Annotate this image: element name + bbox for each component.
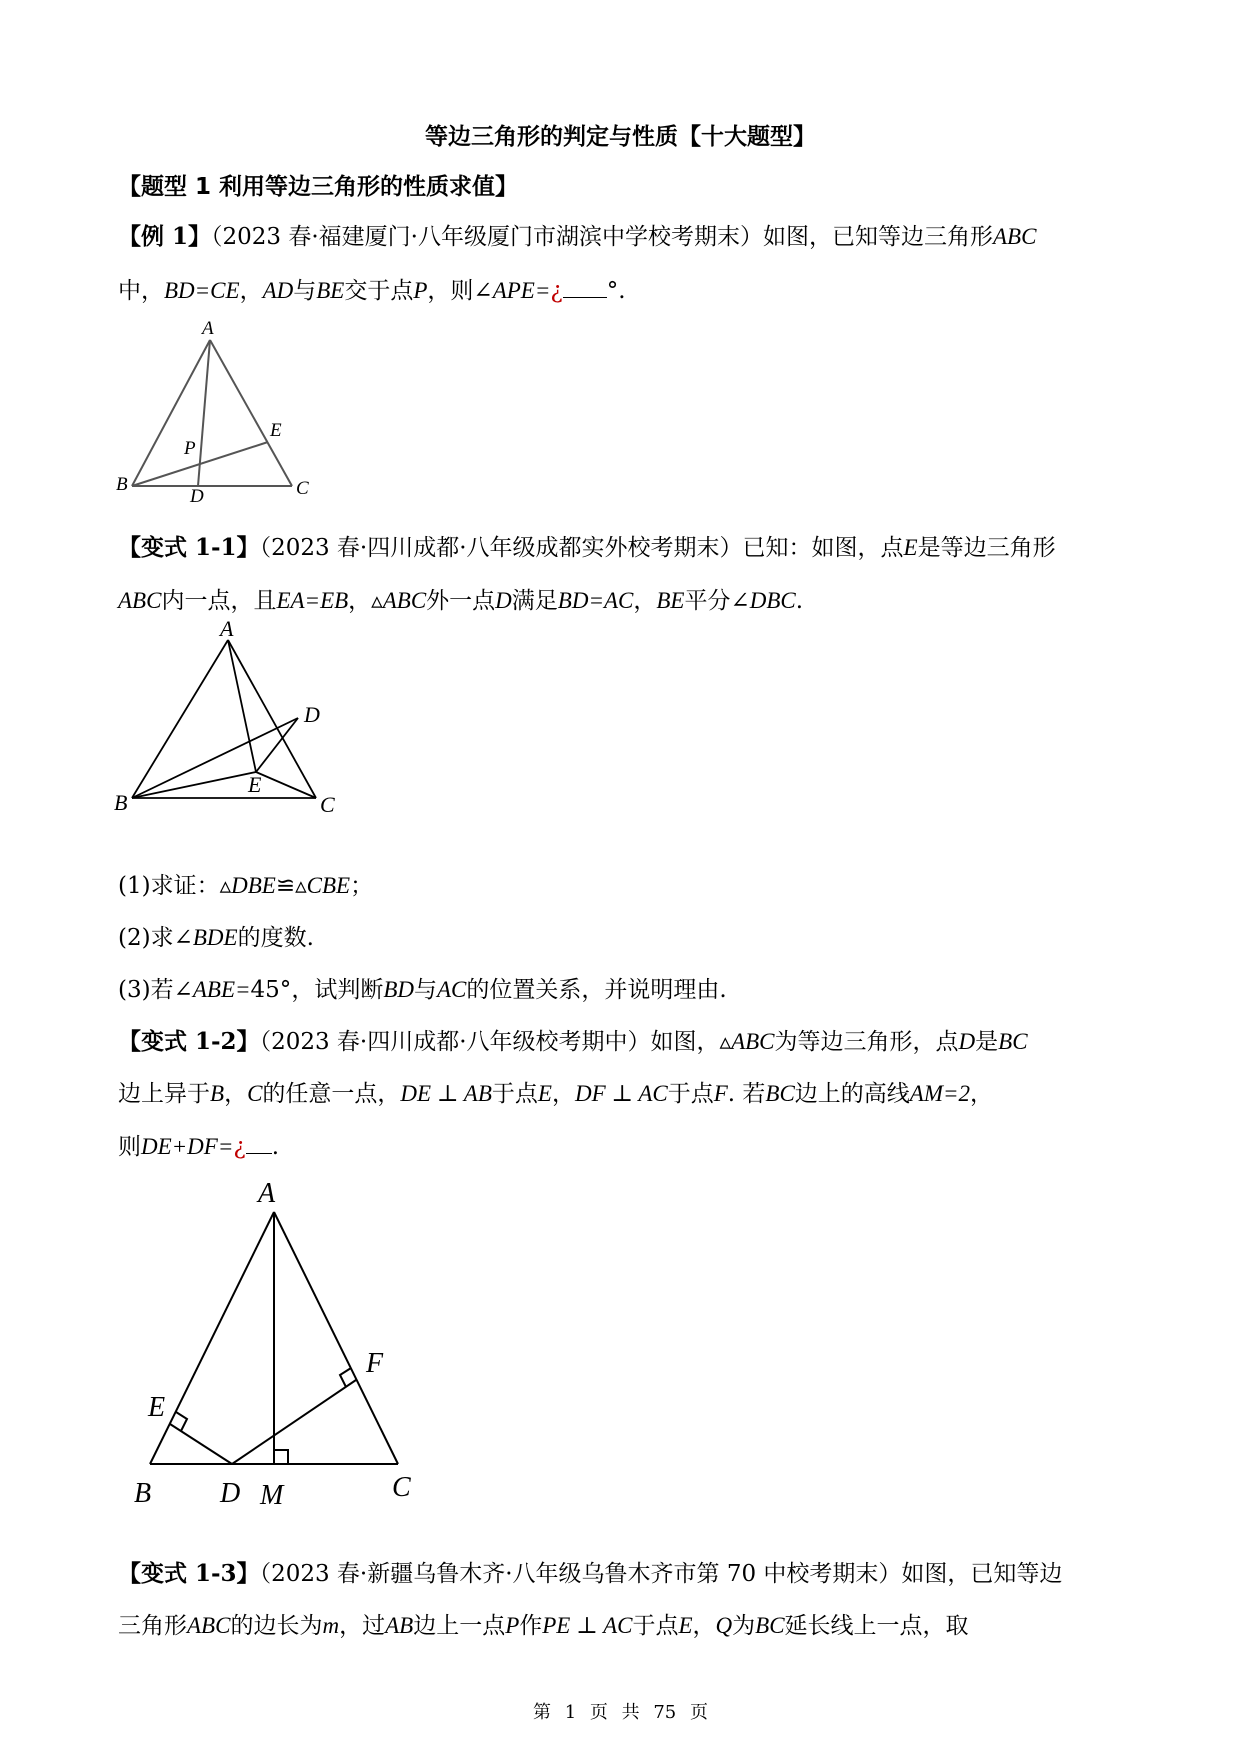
math: APE= xyxy=(492,278,551,303)
math: BD=CE xyxy=(164,278,240,303)
variant11-question2 xyxy=(118,919,314,952)
math: AC xyxy=(436,977,467,1002)
text: 的任意一点， xyxy=(262,1081,401,1107)
text: (1)求证：▵ xyxy=(118,873,232,899)
label-F: F xyxy=(366,1348,384,1379)
answer-blank xyxy=(563,279,607,298)
text: 边上一点 xyxy=(413,1613,506,1639)
text: ，则∠ xyxy=(427,278,493,304)
math: BC xyxy=(755,1613,785,1638)
text: 是 xyxy=(975,1029,999,1055)
text: 已知：如图，点 xyxy=(742,535,904,561)
congruent-symbol: ≌▵ xyxy=(275,873,307,899)
math: BC xyxy=(765,1081,795,1106)
text: ，过 xyxy=(339,1613,386,1639)
text: ，▵ xyxy=(348,588,383,614)
text: 延长线上一点，取 xyxy=(784,1613,969,1639)
text: °. xyxy=(606,278,626,304)
number: 45° xyxy=(250,977,292,1003)
text: 中， xyxy=(118,278,164,304)
variant11-line2 xyxy=(118,582,803,615)
math: AM=2 xyxy=(909,1081,971,1106)
text: 作 xyxy=(519,1613,543,1639)
text: . xyxy=(795,588,804,614)
inverted-question-mark: ¿ xyxy=(550,278,563,304)
label-D: D xyxy=(220,1478,241,1509)
variant11-tag: 【变式 1-1】 xyxy=(118,534,260,561)
variant12-line1 xyxy=(118,1023,1028,1056)
page-footer: 第 1 页 共 75 页 xyxy=(533,1702,708,1723)
example1-figure xyxy=(110,318,330,502)
page-title: 等边三角形的判定与性质【十大题型】 xyxy=(425,124,816,150)
label-M: M xyxy=(260,1480,284,1510)
math: BD xyxy=(383,977,414,1002)
text: 是等边三角形 xyxy=(917,535,1056,561)
text: 内一点，且 xyxy=(161,588,277,614)
variant11-question1 xyxy=(118,867,373,900)
math: ABC xyxy=(187,1613,231,1638)
math: BD=AC xyxy=(557,588,634,613)
math: DBC xyxy=(749,588,796,613)
label-A: A xyxy=(220,618,234,641)
math: ABC xyxy=(731,1029,775,1054)
math: CBE xyxy=(306,873,351,898)
text: 的位置关系，并说明理由. xyxy=(466,977,727,1003)
text: 平分∠ xyxy=(684,588,750,614)
label-A: A xyxy=(258,1178,276,1209)
text: (3)若∠ xyxy=(118,977,193,1003)
variant13-tag: 【变式 1-3】 xyxy=(118,1560,260,1587)
label-P: P xyxy=(184,438,196,459)
inverted-question-mark: ¿ xyxy=(233,1134,246,1160)
text: 与 xyxy=(413,977,437,1003)
example1-line2 xyxy=(118,272,626,305)
text: 如图，已知等边 xyxy=(901,1561,1063,1587)
text: 为 xyxy=(732,1613,756,1639)
math: BE xyxy=(656,588,685,613)
math: E xyxy=(537,1081,552,1106)
text: 边上的高线 xyxy=(794,1081,910,1107)
math: Q xyxy=(715,1613,733,1638)
text: ， xyxy=(970,1081,994,1107)
variant12-line3 xyxy=(118,1128,279,1161)
math: BE xyxy=(316,278,345,303)
text: ， xyxy=(239,278,263,304)
math: B xyxy=(210,1081,225,1106)
variant11-question3 xyxy=(118,971,727,1004)
variant12-figure xyxy=(120,1170,440,1510)
math: ABE= xyxy=(192,977,251,1002)
variant11-source: （2023 春·四川成都·八年级成都实外校考期末） xyxy=(259,535,743,561)
math: DE+DF= xyxy=(141,1134,234,1159)
text: 于点 xyxy=(632,1613,679,1639)
text: 则 xyxy=(118,1134,141,1160)
math: D xyxy=(958,1029,976,1054)
label-C: C xyxy=(392,1472,411,1503)
variant12-line2 xyxy=(118,1075,993,1108)
variant12-source: （2023 春·四川成都·八年级校考期中） xyxy=(259,1029,651,1055)
math: PE ⊥ AC xyxy=(542,1613,633,1638)
example1-text: 如图，已知等边三角形 xyxy=(762,224,993,250)
text: 于点 xyxy=(667,1081,714,1107)
section-heading: 【题型 1 利用等边三角形的性质求值】 xyxy=(118,174,519,200)
math: m xyxy=(322,1613,340,1638)
math: ABC xyxy=(118,588,162,613)
math: AD xyxy=(262,278,294,303)
math: BDE xyxy=(192,925,238,950)
text: . 若 xyxy=(727,1081,766,1107)
answer-blank xyxy=(246,1135,272,1154)
example1-tag: 【例 1】 xyxy=(118,223,212,250)
text: 三角形 xyxy=(118,1613,187,1639)
text: ， xyxy=(551,1081,575,1107)
math: P xyxy=(413,278,428,303)
text: 边上异于 xyxy=(118,1081,210,1107)
text: ， xyxy=(633,588,657,614)
label-E: E xyxy=(248,772,262,797)
math: ABC xyxy=(382,588,427,613)
text: 于点 xyxy=(491,1081,538,1107)
math: D xyxy=(495,588,512,613)
label-B: B xyxy=(114,790,128,815)
label-B: B xyxy=(116,474,128,495)
text: 交于点 xyxy=(344,278,414,304)
label-C: C xyxy=(296,478,309,499)
label-D: D xyxy=(190,486,204,502)
label-D: D xyxy=(304,702,320,727)
text: . xyxy=(271,1134,280,1160)
math: P xyxy=(505,1613,520,1638)
example1-math: ABC xyxy=(992,224,1037,249)
label-E: E xyxy=(270,420,282,441)
variant13-line1 xyxy=(118,1555,1062,1588)
text: 为等边三角形，点 xyxy=(774,1029,959,1055)
variant13-source: （2023 春·新疆乌鲁木齐·八年级乌鲁木齐市第 70 中校考期末） xyxy=(259,1561,902,1587)
math: EA=EB xyxy=(276,588,349,613)
text: ， xyxy=(224,1081,248,1107)
math: DE ⊥ AB xyxy=(400,1081,492,1106)
math: F xyxy=(713,1081,728,1106)
variant11-line1 xyxy=(118,529,1056,562)
label-B: B xyxy=(134,1478,152,1509)
example1-source: （2023 春·福建厦门·八年级厦门市湖滨中学校考期末） xyxy=(211,224,763,250)
text: ； xyxy=(350,873,374,899)
text: ， xyxy=(692,1613,716,1639)
math: AB xyxy=(385,1613,414,1638)
label-E: E xyxy=(148,1392,166,1423)
label-C: C xyxy=(320,792,335,817)
text: 外一点 xyxy=(426,588,496,614)
example1-line1 xyxy=(118,218,1036,251)
math: DF ⊥ AC xyxy=(574,1081,668,1106)
math: BC xyxy=(998,1029,1028,1054)
math: E xyxy=(678,1613,693,1638)
math: C xyxy=(247,1081,263,1106)
math: E xyxy=(903,535,918,560)
text: (2)求∠ xyxy=(118,925,193,951)
text: 与 xyxy=(293,278,317,304)
variant11-figure xyxy=(110,618,350,818)
label-A: A xyxy=(202,318,214,339)
text: 如图，▵ xyxy=(650,1029,732,1055)
text: 的边长为 xyxy=(230,1613,323,1639)
variant12-tag: 【变式 1-2】 xyxy=(118,1028,260,1055)
text: 满足 xyxy=(511,588,558,614)
text: 的度数. xyxy=(237,925,314,951)
math: DBE xyxy=(231,873,276,898)
text: ，试判断 xyxy=(291,977,384,1003)
variant13-line2 xyxy=(118,1607,969,1640)
